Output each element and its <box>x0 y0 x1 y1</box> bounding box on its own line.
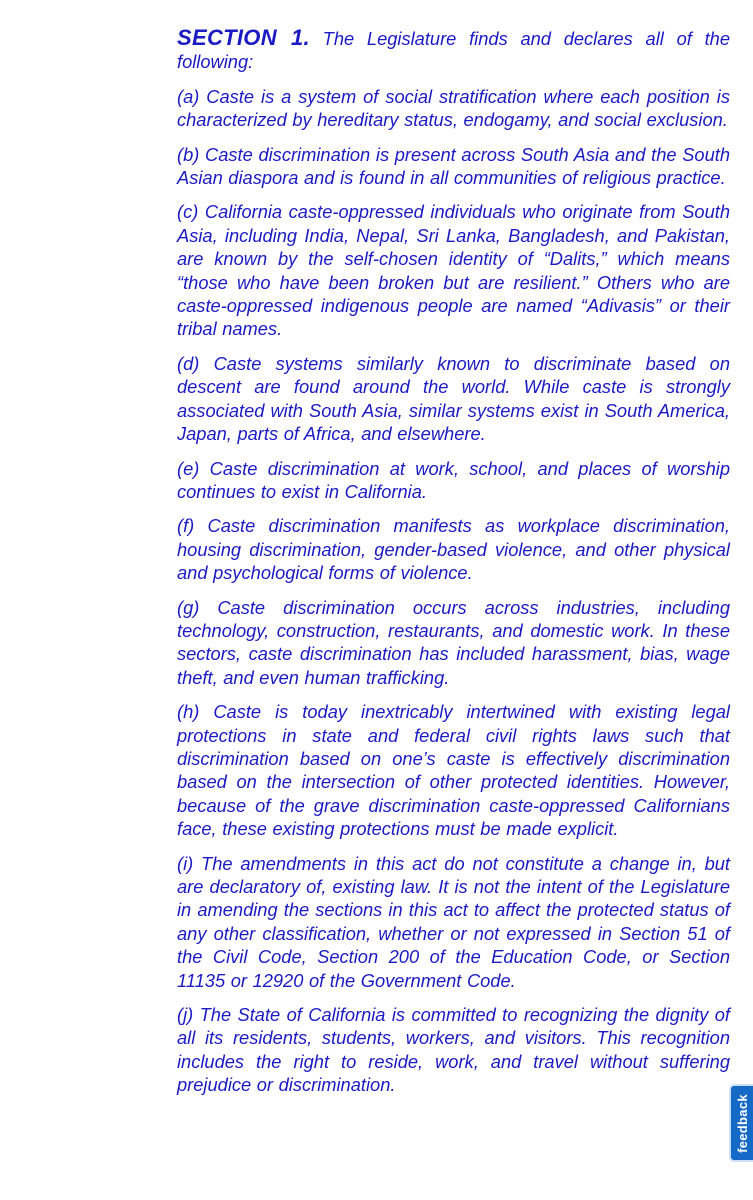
paragraph-a: (a) Caste is a system of social stratification where each position is characterized by hereditary status, endogamy, and social exclusion. <box>177 85 730 131</box>
feedback-button[interactable] <box>729 1084 753 1162</box>
paragraph-g: (g) Caste discrimination occurs across industries, including technology, construction, restaurants, and domestic work. In these sectors, caste discrimination has included harassment, bias, wage theft, and even human trafficking. <box>177 596 730 688</box>
paragraph-c: (c) California caste-oppressed individuals who originate from South Asia, including India, Nepal, Sri Lanka, Bangladesh, and Pakistan, are known by the self-chosen identity of “Dalits,” which means “those who have been broken but are resilient.” Others who are caste-oppressed indigenous people are named “Adivasis” or their tribal names. <box>177 201 730 340</box>
paragraph-f: (f) Caste discrimination manifests as workplace discrimination, housing discrimination, gender-based violence, and other physical and psychological forms of violence. <box>177 515 730 584</box>
section-intro-paragraph <box>177 26 730 74</box>
bill-text <box>177 26 730 1108</box>
paragraph-e: (e) Caste discrimination at work, school, and places of worship continues to exist in California. <box>177 457 730 502</box>
paragraph-h: (h) Caste is today inextricably intertwined with existing legal protections in state and federal civil rights laws such that discrimination based on one’s caste is effectively discrimination based on the intersection of other protected identities. However, because of the grave discrimination caste-oppressed Californians face, these existing protections must be made explicit. <box>177 701 730 840</box>
paragraph-b: (b) Caste discrimination is present across South Asia and the South Asian diaspora and is found in all communities of religious practice. <box>177 143 730 189</box>
section-intro: The Legislature finds and declares all of the following: <box>177 28 730 73</box>
paragraph-d: (d) Caste systems similarly known to discriminate based on descent are found around the world. While caste is strongly associated with South Asia, similar systems exist in South America, Japan, parts of Africa, and elsewhere. <box>177 352 730 445</box>
feedback-label: feedback <box>734 1093 750 1153</box>
section-label: SECTION 1. <box>177 25 310 50</box>
paragraph-j: (j) The State of California is committed to recognizing the dignity of all its residents, students, workers, and visitors. This recognition includes the right to reside, work, and travel without suffering prejudice or discrimination. <box>177 1004 730 1096</box>
paragraph-i: (i) The amendments in this act do not constitute a change in, but are declaratory of, existing law. It is not the intent of the Legislature in amending the sections in this act to affect the protected status of any other classification, whether or not expressed in Section 51 of the Civil Code, Section 200 of the Education Code, or Section 11135 or 12920 of the Government Code. <box>177 852 730 991</box>
